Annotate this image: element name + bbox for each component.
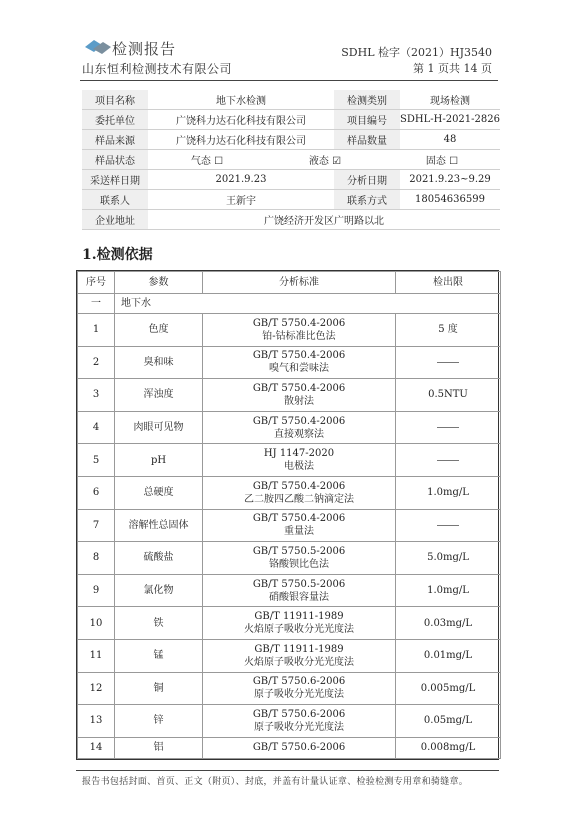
info-row bbox=[82, 90, 500, 110]
sample-state-options bbox=[148, 150, 500, 169]
contact-label: 联系人 bbox=[82, 190, 148, 209]
standard-cell bbox=[203, 672, 396, 705]
project-no-label: 项目编号 bbox=[334, 110, 400, 129]
standard-cell bbox=[203, 542, 396, 575]
empty-dash bbox=[437, 362, 459, 363]
limit-cell: 5.0mg/L bbox=[396, 542, 501, 575]
state-label: 样品状态 bbox=[82, 150, 148, 169]
state-gas-checkbox: 气态 ☐ bbox=[190, 156, 224, 167]
standard-code: GB/T 5750.4-2006 bbox=[252, 382, 346, 394]
limit-cell: 0.008mg/L bbox=[396, 737, 501, 758]
standard-method: 火焰原子吸收分光光度法 bbox=[244, 656, 354, 668]
info-row bbox=[82, 150, 500, 170]
source-value: 广饶科力达石化科技有限公司 bbox=[176, 136, 306, 147]
no-cell: 12 bbox=[78, 672, 115, 705]
standard-code: GB/T 5750.6-2006 bbox=[252, 676, 346, 688]
standard-code: GB/T 11911-1989 bbox=[254, 611, 344, 623]
company-logo-icon bbox=[84, 38, 112, 56]
standard-method: 硝酸银容量法 bbox=[269, 591, 329, 603]
no-cell: 1 bbox=[78, 314, 115, 347]
standard-cell bbox=[203, 411, 396, 444]
table-row bbox=[78, 476, 501, 509]
table-row bbox=[78, 444, 501, 477]
standard-cell bbox=[203, 444, 396, 477]
no-cell: 10 bbox=[78, 607, 115, 640]
standard-method: 直接观察法 bbox=[274, 428, 324, 440]
state-solid-checkbox: 固态 ☐ bbox=[425, 156, 459, 167]
limit-cell: 0.05mg/L bbox=[396, 705, 501, 738]
page-info: 第 1 页共 14 页 bbox=[413, 62, 492, 75]
test-basis-table bbox=[76, 270, 499, 760]
company-name: 山东恒利检测技术有限公司 bbox=[82, 62, 233, 76]
table-row bbox=[78, 411, 501, 444]
no-cell: 14 bbox=[78, 737, 115, 758]
analysis-date-label: 分析日期 bbox=[334, 170, 400, 189]
address-value: 广饶经济开发区广明路以北 bbox=[264, 216, 384, 227]
no-cell: 9 bbox=[78, 574, 115, 607]
info-row bbox=[82, 170, 500, 190]
param-cell: 锰 bbox=[115, 639, 203, 672]
standard-cell bbox=[203, 607, 396, 640]
sample-date-value: 2021.9.23 bbox=[215, 174, 267, 185]
client-value: 广饶科力达石化科技有限公司 bbox=[176, 116, 306, 127]
report-title: 检测报告 bbox=[112, 40, 177, 58]
info-row bbox=[82, 130, 500, 150]
limit-cell bbox=[396, 411, 501, 444]
no-cell: 11 bbox=[78, 639, 115, 672]
standard-cell bbox=[203, 574, 396, 607]
limit-cell: 0.005mg/L bbox=[396, 672, 501, 705]
no-cell: 8 bbox=[78, 542, 115, 575]
table-row bbox=[78, 574, 501, 607]
info-row bbox=[82, 110, 500, 130]
source-label: 样品来源 bbox=[82, 130, 148, 149]
table-row bbox=[78, 607, 501, 640]
standard-code: GB/T 5750.4-2006 bbox=[252, 480, 346, 492]
standard-cell bbox=[203, 509, 396, 542]
col-header-standard: 分析标准 bbox=[203, 272, 396, 294]
limit-cell: 0.01mg/L bbox=[396, 639, 501, 672]
standard-cell bbox=[203, 476, 396, 509]
standard-code: HJ 1147-2020 bbox=[263, 448, 335, 460]
project-name-label: 项目名称 bbox=[82, 90, 148, 109]
no-cell: 2 bbox=[78, 346, 115, 379]
phone-label: 联系方式 bbox=[334, 190, 400, 209]
standard-method: 原子吸收分光光度法 bbox=[254, 689, 344, 701]
param-cell: pH bbox=[115, 444, 203, 477]
sample-date-label: 采送样日期 bbox=[82, 170, 148, 189]
standard-code: GB/T 5750.5-2006 bbox=[252, 578, 346, 590]
client-label: 委托单位 bbox=[82, 110, 148, 129]
no-cell: 6 bbox=[78, 476, 115, 509]
limit-cell bbox=[396, 346, 501, 379]
empty-dash bbox=[437, 460, 459, 461]
table-row bbox=[78, 346, 501, 379]
standard-method: 散射法 bbox=[284, 395, 314, 407]
info-row bbox=[82, 210, 500, 230]
no-cell: 7 bbox=[78, 509, 115, 542]
standard-method: 铂-钴标准比色法 bbox=[262, 330, 336, 342]
no-cell: 4 bbox=[78, 411, 115, 444]
standard-cell bbox=[203, 379, 396, 412]
standard-method: 嗅气和尝味法 bbox=[269, 363, 329, 375]
param-cell: 浑浊度 bbox=[115, 379, 203, 412]
limit-cell bbox=[396, 509, 501, 542]
limit-cell: 1.0mg/L bbox=[396, 476, 501, 509]
table-row bbox=[78, 672, 501, 705]
standard-method: 铬酸钡比色法 bbox=[269, 558, 329, 570]
analysis-date-value: 2021.9.23~9.29 bbox=[409, 174, 491, 185]
param-cell: 铁 bbox=[115, 607, 203, 640]
param-cell: 氯化物 bbox=[115, 574, 203, 607]
count-label: 样品数量 bbox=[334, 130, 400, 149]
group-no: 一 bbox=[78, 294, 115, 314]
standard-cell bbox=[203, 705, 396, 738]
table-row bbox=[78, 542, 501, 575]
standard-method: 火焰原子吸收分光光度法 bbox=[244, 624, 354, 636]
standard-code: GB/T 5750.4-2006 bbox=[252, 513, 346, 525]
empty-dash bbox=[437, 525, 459, 526]
test-type-label: 检测类别 bbox=[334, 90, 400, 109]
table-row bbox=[78, 509, 501, 542]
limit-cell: 1.0mg/L bbox=[396, 574, 501, 607]
footer-divider bbox=[76, 770, 499, 771]
standard-code: GB/T 5750.4-2006 bbox=[252, 415, 346, 427]
standard-method: 乙二胺四乙酸二钠滴定法 bbox=[244, 493, 354, 505]
limit-cell: 0.5NTU bbox=[396, 379, 501, 412]
no-cell: 5 bbox=[78, 444, 115, 477]
table-row bbox=[78, 314, 501, 347]
info-row bbox=[82, 190, 500, 210]
param-cell: 总硬度 bbox=[115, 476, 203, 509]
table-row bbox=[78, 639, 501, 672]
address-label: 企业地址 bbox=[82, 210, 148, 229]
standard-cell: GB/T 5750.6-2006 bbox=[203, 737, 396, 758]
group-row bbox=[78, 294, 501, 314]
param-cell: 臭和味 bbox=[115, 346, 203, 379]
group-name: 地下水 bbox=[115, 294, 501, 314]
count-value: 48 bbox=[443, 134, 457, 145]
limit-cell: 5 度 bbox=[396, 314, 501, 347]
col-header-param: 参数 bbox=[115, 272, 203, 294]
footer-note: 报告书包括封面、首页、正文（附页）、封底，并盖有计量认证章、检验检测专用章和骑缝章。 bbox=[82, 777, 469, 787]
standard-cell bbox=[203, 314, 396, 347]
standard-code: GB/T 5750.6-2006 bbox=[252, 708, 346, 720]
standard-code: GB/T 5750.4-2006 bbox=[252, 317, 346, 329]
contact-value: 王新宇 bbox=[226, 196, 256, 207]
param-cell: 铝 bbox=[115, 737, 203, 758]
table-row bbox=[78, 737, 501, 758]
param-cell: 铜 bbox=[115, 672, 203, 705]
col-header-limit: 检出限 bbox=[396, 272, 501, 294]
param-cell: 锌 bbox=[115, 705, 203, 738]
param-cell: 肉眼可见物 bbox=[115, 411, 203, 444]
standard-code: GB/T 5750.4-2006 bbox=[252, 350, 346, 362]
table-row bbox=[78, 705, 501, 738]
limit-cell: 0.03mg/L bbox=[396, 607, 501, 640]
state-liquid-checkbox: 液态 ☑ bbox=[308, 156, 342, 167]
no-cell: 13 bbox=[78, 705, 115, 738]
document-number: SDHL 检字（2021）HJ3540 bbox=[341, 46, 492, 59]
table-header-row bbox=[78, 272, 501, 294]
standard-method: 重量法 bbox=[284, 526, 314, 538]
project-name-value: 地下水检测 bbox=[216, 96, 266, 107]
standard-code: GB/T 11911-1989 bbox=[254, 643, 344, 655]
report-header-logo bbox=[84, 38, 284, 78]
standard-code: GB/T 5750.5-2006 bbox=[252, 545, 346, 557]
limit-cell bbox=[396, 444, 501, 477]
project-no-value: SDHL-H-2021-2826 bbox=[400, 114, 500, 125]
param-cell: 溶解性总固体 bbox=[115, 509, 203, 542]
standard-method: 原子吸收分光光度法 bbox=[254, 721, 344, 733]
standard-method: 电极法 bbox=[284, 461, 314, 473]
section-title: 1.检测依据 bbox=[82, 247, 153, 263]
sample-info-table bbox=[82, 90, 500, 230]
test-type-value: 现场检测 bbox=[430, 96, 470, 107]
header-divider bbox=[80, 80, 498, 81]
param-cell: 硫酸盐 bbox=[115, 542, 203, 575]
standard-cell bbox=[203, 639, 396, 672]
col-header-no: 序号 bbox=[78, 272, 115, 294]
no-cell: 3 bbox=[78, 379, 115, 412]
phone-value: 18054636599 bbox=[415, 194, 485, 205]
table-row bbox=[78, 379, 501, 412]
param-cell: 色度 bbox=[115, 314, 203, 347]
standard-cell bbox=[203, 346, 396, 379]
empty-dash bbox=[437, 427, 459, 428]
